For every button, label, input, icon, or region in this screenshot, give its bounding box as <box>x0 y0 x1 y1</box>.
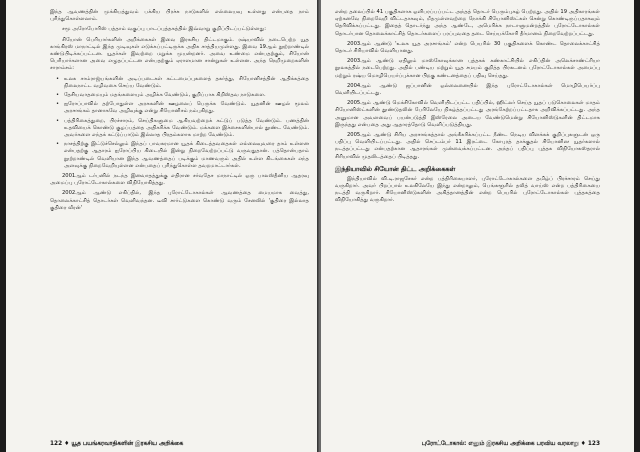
paragraph: 2002ஆம் ஆண்டு எகிப்தில், இந்த புரோட்டோகால்கள் ஆவணத்தை மையமாக வைத்து, தொலைக்காட்சித் தொடர்கள் வெளிவந்தன. டீவி சார்ட்டுகளை கொண்டு வரும் சேனலில் 'குதிரை இல்லாத குதிரை வீரன்' <box>50 190 309 211</box>
paragraph: இந்த ஆவணத்தின் முக்கியத்துவம் பக்கிய பிரச்சு நாடுகளில் எல்லையவு உள்ளது என்பதை நாம் புரிந்துகொள்ளலாம். <box>50 9 309 23</box>
bullet-item: • நாசத்திற்கு இட்டுச்செல்லும் இந்தப் பாவகரமான யூதக் கிடைத்தவதைகள் எல்லைவுவரை தாம் உள்ளன என்பதற்கு ஆதாரம் ஐரோப்பிய கிடையில் இன்று நிறைவேற்றப்பட்டு வருவதுதான். பத்தொன்பதாம் நூற்றாண்டில் வெளியான இந்த ஆவணத்தைப் படிக்கும் மாணவரும் அதில் உள்ள கிடங்கைகள் எந்த அளவுக்கு நிறைவேறியுள்ளன என்பதைப் புரிந்துகொள்ள தவறமாட்டார்கள். <box>64 141 309 170</box>
page-footer-right: புரோட்டோகால்: எனும் இரகசிய அறிக்கை பரவிய வரலாறு ♦ 123 <box>421 441 600 447</box>
left-page <box>6 0 319 452</box>
bullet-list <box>50 76 309 170</box>
bullet-item: • பத்திரிகைத்துறை, பிரச்சாரம், செய்திகளுமை ஆகியவற்றைக் கட்டுப் படுத்த வேண்டும். பணத்தின் உதவியைக் கொண்டு குழப்பத்தை அதிகரிக்க வேண்டும். மக்களை இச்சைகளின்பால் தூண்ட வேண்டும். அவர்களை எந்தக் கட்டுப்பாடும் இல்லாத பிரதம்களாக மாற்ற வேண்டும். <box>64 118 309 140</box>
right-page <box>321 0 634 452</box>
section-heading: இந்தியாவில் சியோன் திட்ட அறிக்கைகள் <box>335 164 456 173</box>
bullet-item: • உலக சாம்ராஜ்யங்களின் அடிப்படைகள் கட்டமைப்புகளைத் தகர்த்து, சியோனிசத்தின் ஆதிக்கத்தை நிலைநாட்ட வழிவகை செய்ய வேண்டும். <box>64 76 309 90</box>
paragraph: 2003ஆம் ஆண்டு 'உலக யூத அரசாங்கம்' என்ற பெயரில் 30 பகுதிகளைக் கொண்ட தொலைக்காட்சித் தொடர் சிரியாவில் வெளியானது. <box>335 40 600 55</box>
paragraph: 2005ஆம் ஆண்டு மெக்சிகோவில் வெளியிடப்பட்ட பதிப்பில், ஹிட்லர் செய்த யூதப் படுகொலைகள் மாதம் சியோனிஸ்ட்களின் தூண்டுதலின் பேரிலேயே நிகழ்த்தப்பட்டது அரங்கேற்றப்பட்டதாக அறிவிக்கப்பட்டது. அந்த அனுமான அவளவைப் பயன்படுத்தி இஸ்ரேலை அடைய வேண்டுமென்று சியோனிஸ்டுகளின் திட்டமாக இருந்தது என்பதை அது ஆதாரத்தோடு வெளிப்படுத்தியது. <box>335 100 600 128</box>
paragraph: என்ற தலைப்பில் 41 பகுதிகளாக ஒளிபரப்பப்பட்ட அந்தத் தொடர் பெரும்புகழ் பெற்றது. அதில் 19 அதிகாரங்கள் ஏற்கனவே நிறைவேறி விட்டதாகவும், மீதமுள்ளவற்றை நோக்கி சியோனிஸ்ட்கள் சென்று கொண்டிருப்பதாகவும் தெரிவிக்கப்பட்டது. இதைத் தொடர்ந்து அந்த ஆண்டே, அமெரிக்க நாடாளுமன்றத்தில் புரோட்டோகால்கள் தொடர்பான தொலைக்காட்சித் தொடர்களைப் பரப்புவதை தடை செய்யக்கோரி தீர்மானம் நிறைவேற்றப்பட்டது. <box>335 9 600 37</box>
paragraph: 2003ஆம் ஆண்டு ஏதிலும் மாஸ்கோவுக்கான புத்தகக் கண்காட்சியில் எகிப்தின் அலெக்சாண்ட்ரியா நூலகத்தில் நடைபெற்றது. அதில் பண்டிய மற்றும் யூத சமயம் குறித்த பிரகடனம் புரோட்டோகால்கள் அமைப்பு மற்றும் ரஷ்ய மொழிபெயர்ப்புக்கான பிறகு கண்டனத்தைப் பதிவு செய்தது. <box>335 58 600 79</box>
paragraph: இந்தியாவில் வி.டி.ராஜசேகர் என்ற பத்திரிகையாளர், புரோட்டோகால்களை தமிழ்ப் பிரச்சாரம் செய்து வருகிறார். அவர் பிறப்பால் உலகிலேயே இந்து என்றாலும், பெங்களூரில் தலித் வாய்ஸ் என்ற பத்திரிகையை நடத்தி வருகிறார். சியோனிஸ்டுகளின் அகித்தானத்தின் என்ற பெயரில் புரோட்டோகால்கள் புத்தகத்தை விநியோகித்து வருகிறார். <box>335 175 600 204</box>
paragraph: சமூ அரோபோரிஸ் பத்தாம் வகுப்பு பாடப்புத்தகத்தில் இவ்வாறு குறிப்பிடப்பட்டுள்ளது: <box>62 26 266 33</box>
page-footer-left: 122 ♦ யூத பயங்கரவாதிகளின் இரகசிய அறிக்கை <box>50 441 184 447</box>
paragraph: சியோன் பெரியார்களின் அறிக்கைகள் இவை இரகசிய திட்டமாகும். ரஷ்யாவில் நடைபெற்ற யூத காங்கிரஸ் மாநாட்டில் இந்த முடிவுகள் எடுக்கப்பட்டிருக்க அதிக சாத்தியமுள்ளது. இவை 19ஆம் நூற்றாண்டில் கண்டுபிடிக்கப்பட்டன. யூதர்கள் இவற்றை மறுக்க முயன்றனர். அவை உண்மை என்பதற்கும், சியோன் பெரியார்களான அவை எழுதப்பட்டன என்பதற்கும் ஏராளமான சான்றுகள் உள்ளன. அந்த நெறிமுறைகளின் சாராம்சம்: <box>50 36 309 72</box>
paragraph: 2004ஆம் ஆண்டு ஜப்பானின் ஒல்லைனையில் இந்த புரோட்டோகால்கள் மொழிபெயர்ப்பு வெளியிடப்பட்டது. <box>335 82 600 97</box>
bullet-item: • தேசியவாதமையும் மதங்களையும் அழிக்க வேண்டும், குறிப்பாக கிறிஸ்தவ நாடுகளை. <box>64 92 309 99</box>
paragraph: 2001ஆம் டர்பனில் நடந்த இனவாதத்துக்கு எதிரான சர்வதேச மாநாட்டில் ஒரு பாலஸ்தீனிய ஆதரவு அமைப்பு புரோட்டோகால்களை விநியோகித்தது. <box>50 173 309 187</box>
paragraph: 2005ஆம் ஆண்டு சிரிய அரசாங்கத்தால் அங்கீகரிக்கப்பட்ட நீண்ட நெடிய விளக்கக் குறிப்புகளுடன் ஒரு பதிப்பு வெளியிடப்பட்டது. அதில் செப்டம்பர் 11 இரட்டை கோபுரத் தாக்குதல் சியோனிஸ யூதர்களால் நடத்தப்பட்டது என்பதற்கான ஆதாரங்கள் முன்வைக்கப்பட்டன. அந்தப் பதிப்பு புத்தக விநியோகஸ்தரால் சிரியாவில் முதலிடத்தைப் பிடித்தது. <box>335 132 600 160</box>
bullet-item: • ஐரோப்பாவில் தற்போதுள்ள அரசுகளின் ஊழலைப் பெருக்க வேண்டும். யூதனின் ஊழல் மூலம் அரசாங்கம் தானாகவே அழிவுக்கு என்று சியோனிசம் நம்புகிறது. <box>64 101 309 115</box>
